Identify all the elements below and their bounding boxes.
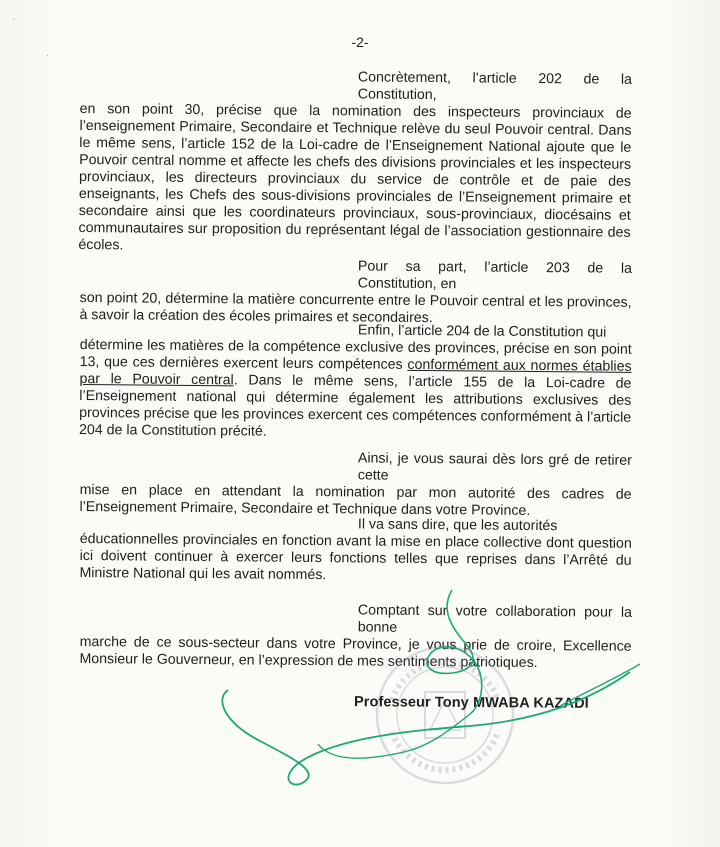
paragraph-body: en son point 30, précise que la nomination des inspecteurs provinciaux de l’enseignement Primaire, Secondaire et Technique relève du seul Pouvoir central. Dans le même sens, l’article 152 de la Loi-cadre de l’Enseignement National ajoute que le Pouvoir central nomme et affecte les chefs des divisions provinciales et les inspecteurs provinciaux, les directeurs provinciaux du service de contrôle et de paie des enseignants, les Chefs des sous-divisions provinciales de l’Enseignement primaire et secondaire ainsi que les coordinateurs provinciaux, sous-provinciaux, diocésains et communautaires sur proposition du représentant légal de l’association gestionnaire des écoles. [78,100,632,254]
paragraph-authorities [79,514,632,587]
paragraph-body: éducationnelles provinciales en fonction avant la mise en place collective dont question ici doivent continuer à exercer leurs fonctions telles que reprises dans l’Arrêté du Ministre National qui les avait nommés. [79,530,632,584]
paragraph-lead: Enfin, l’article 204 de la Constitution qui [357,322,607,341]
paragraph-lead: Pour sa part, l’article 203 de la Constitution, en [357,258,632,293]
paragraph-lead: Concrètement, l’article 202 de la Constitution, [357,69,632,104]
paragraph-body: son point 20, détermine la matière concurrente entre le Pouvoir central et les provinces, à savoir la création des écoles primaires et secondaires. [79,289,632,327]
paragraph-lead: Ainsi, je vous saurai dès lors gré de retirer cette [357,450,632,484]
underlined-phrase: conformément aux normes établies par le Pouvoir central [79,356,632,389]
official-stamp [370,640,520,790]
paragraph-request [79,448,632,521]
signatory-name: Professeur Tony MWABA KAZADI [353,694,589,712]
paragraph-body-cont: . Dans le même sens, l’article 155 de la Loi-cadre de l’Enseignement national qui détermine également les attributions exclusives des provinces précise que les provinces exercent ces compétences conformément à l’article 204 de la Constitution précité. [78,372,632,440]
scan-mark: · [46,50,50,61]
paragraph-body: marche de ce sous-secteur dans votre Province, je vous prie de croire, Excellence Monsieur le Gouverneur, en l’expression de mes sentiments patriotiques. [79,633,632,671]
paragraph-body: détermine les matières de la compétence exclusive des provinces, précise en son point 13, que ces dernières exercent leurs compétences [79,336,632,373]
paragraph-body: mise en place en attendant la nomination par mon autorité des cadres de l’Enseignement Primaire, Secondaire et Technique dans votre Province. [79,481,632,519]
paragraph-article-202 [78,67,632,259]
paragraph-article-204 [79,320,632,444]
paragraph-closing [79,600,632,673]
scan-mark: ` [12,18,16,29]
page-number: -2- [351,34,369,50]
paragraph-lead: Comptant sur votre collaboration pour la bonne [357,602,632,636]
paragraph-lead: Il va sans dire, que les autorités [357,516,558,535]
paragraph-article-203 [79,256,632,329]
